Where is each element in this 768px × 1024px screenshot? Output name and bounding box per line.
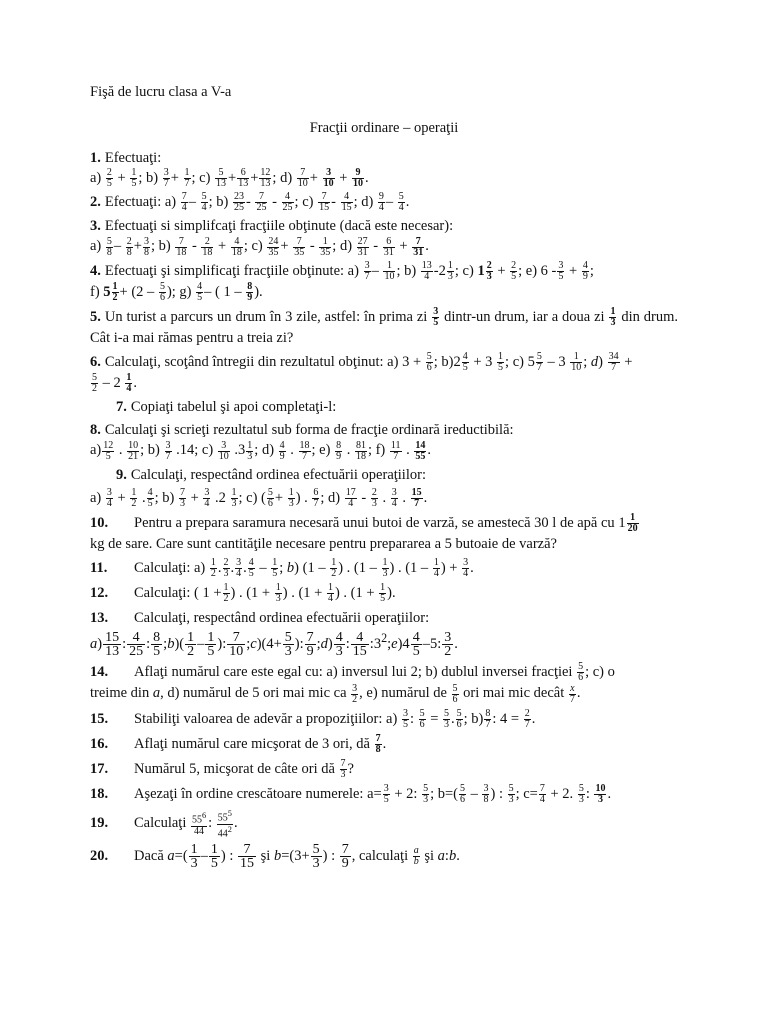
exercise-11: 11. Calculaţi: a) $\frac{1}{2}$ . $\frac{2}{3}$ . $\frac{3}{4}$ . $\frac{4}{5}$ – $\frac{1}{5}$ ; b) (1 – $\frac{1}{2}$ ) . (1 – $\frac{1}{3}$ ) . (1 – $\frac{1}{4}$ ) + $\frac{3}{4}$ . <box>90 557 474 580</box>
exercise-13: 13. Calculaţi, respectând ordinea efectuării operaţiilor: a) $\frac{15}{13}$ : $\frac{4}{25}$ : $\frac{8}{5}$ ;b)( $\frac{1}{2}$ – $\frac{1}{5}$ ): $\frac{7}{10}$ ;c)(4+ $\frac{5}{3}$ ): $\frac{7}{9}$ ;d) $\frac{4}{3}$ : $\frac{4}{15}$ $:3^2;e)4$ $\frac{4}{5}$ –5: $\frac{3}{2}$ . <box>90 610 458 660</box>
exercise-18: 18. Aşezaţi în ordine crescătoare numerele: a= $\frac{3}{5}$ + 2: $\frac{5}{3}$ ; b=( $\frac{5}{6}$ – $\frac{3}{8}$ ) : $\frac{5}{3}$ ; c= $\frac{7}{4}$ + 2. $\frac{5}{3}$ : $\frac{10}{3}$ . <box>90 783 612 806</box>
exercise-6: 6. Calculaţi, scoţând întregii din rezultatul obţinut: a) 3 + $\frac{5}{6}$ ; b)2 $\frac{4}{5}$ + 3 $\frac{1}{5}$ ; c) 5 $\frac{5}{7}$ – 3 $\frac{1}{10}$ ; d) $\frac{34}{7}$ + $\frac{5}{2}$ – 2 $\frac{1}{4}$ . <box>90 351 633 395</box>
exercise-9-items: a) $\frac{3}{4}$ + $\frac{1}{2}$ . $\frac{4}{5}$ ; b) $\frac{7}{3}$ + $\frac{3}{4}$ .2 $\frac{1}{3}$ ; c) ( $\frac{5}{6}$ + $\frac{1}{3}$ ) . $\frac{6}{7}$ ; d) $\frac{17}{4}$ - $\frac{2}{3}$ . $\frac{3}{4}$ . $\frac{15}{7}$ . <box>90 486 428 509</box>
exercise-4: 4. Efectuaţi şi simplificaţi fracţiile obţinute: a) $\frac{3}{7}$ – $\frac{1}{10}$ ; b) $\frac{13}{4}$ -2 $\frac{1}{3}$ ; c) 1 $\frac{2}{3}$ + $\frac{2}{5}$ ; e) 6 - $\frac{3}{5}$ + $\frac{4}{9}$ ; f) 5 $\frac{1}{2}$ + (2 – $\frac{5}{6}$ ); g) $\frac{4}{5}$ – ( 1 – $\frac{8}{9}$ ). <box>90 259 594 303</box>
exercise-12: 12. Calculaţi: ( 1 + $\frac{1}{2}$ ) . (1 + $\frac{1}{3}$ ) . (1 + $\frac{1}{4}$ ) . (1 + $\frac{1}{5}$ ). <box>90 582 396 605</box>
exercise-3: 3. Efectuaţi si simplifcaţi fracţiile obţinute (dacă este necesar): a) $\frac{5}{8}$ – $\frac{2}{8}$ + $\frac{3}{8}$ ; b) $\frac{7}{18}$ - $\frac{2}{18}$ + $\frac{4}{18}$ ; c) $\frac{24}{35}$ + $\frac{7}{35}$ - $\frac{1}{35}$ ; d) $\frac{27}{31}$ - $\frac{6}{31}$ + $\frac{7}{31}$ . <box>90 218 454 258</box>
exercise-9: 9. Calculaţi, respectând ordinea efectuării operaţiilor: <box>116 466 426 483</box>
worksheet-title: Fracţii ordinare – operaţii <box>309 120 459 136</box>
exercise-15: 15. Stabiliţi valoarea de adevăr a propoziţiilor: a) $\frac{3}{5}$ : $\frac{5}{6}$ = $\frac{5}{3}$ . $\frac{5}{6}$ ; b) $\frac{8}{7}$ : 4 = $\frac{2}{7}$ . <box>90 707 536 730</box>
exercise-list <box>90 148 678 873</box>
exercise-1: 1. Efectuaţi: a) $\frac{2}{5}$ + $\frac{1}{5}$ ; b) $\frac{3}{7}$ + $\frac{1}{7}$ ; c) $\frac{5}{13}$ + $\frac{6}{13}$ + $\frac{12}{13}$ ; d) $\frac{7}{10}$ + $\frac{3}{10}$ + $\frac{9}{10}$ . <box>90 150 369 190</box>
exercise-2: 2. Efectuaţi: a) $\frac{7}{4}$ – $\frac{5}{4}$ ; b) $\frac{23}{25}$ - $\frac{7}{25}$ - $\frac{4}{25}$ ; c) $\frac{7}{15}$ - $\frac{4}{15}$ ; d) $\frac{9}{4}$ – $\frac{5}{4}$ . <box>90 191 410 214</box>
exercise-7: 7. Copiaţi tabelul şi apoi completaţi-l: <box>116 399 337 416</box>
exercise-14: 14. Aflaţi numărul care este egal cu: a) inversul lui 2; b) dublul inversei fracţiei $\frac{5}{6}$ ; c) o treime din a, d) numărul de 5 ori mai mic ca $\frac{3}{2}$ , e) numărul de $\frac{5}{6}$ ori mai mic decât $\frac{x}{7}$ . <box>90 661 615 705</box>
exercise-16: 16. Aflaţi numărul care micşorat de 3 ori, dă $\frac{7}{8}$ . <box>90 732 387 755</box>
worksheet-header: Fişă de lucru clasa a V-a <box>90 84 232 100</box>
exercise-8: 8. Calculaţi şi scrieţi rezultatul sub forma de fracţie ordinară ireductibilă: a) $\frac{12}{5}$ . $\frac{10}{21}$ ; b) $\frac{3}{7}$ .14; c) $\frac{3}{10}$ .3 $\frac{1}{3}$ ; d) $\frac{4}{9}$ . $\frac{18}{7}$ ; e) $\frac{8}{9}$ . $\frac{81}{18}$ ; f) $\frac{11}{7}$ . $\frac{14}{55}$ . <box>90 422 514 462</box>
exercise-5: 5. Un turist a parcurs un drum în 3 zile, astfel: în prima zi $\frac{3}{5}$ dintr-un drum, iar a doua zi $\frac{1}{3}$ din drum. Cât i-a mai rămas pentru a treia zi? <box>90 306 679 347</box>
exercise-19: 19. Calculaţi $\frac{55^6}{44}$ : $\frac{55^5}{44^2}$ . <box>90 809 238 839</box>
exercise-20: 20. Dacă a=( $\frac{1}{3}$ – $\frac{1}{5}$ ) : $\frac{7}{15}$ şi b=(3+ $\frac{5}{3}$ ) : $\frac{7}{9}$ , calculaţi $\frac{a}{b}$ şi a:b. <box>90 841 460 871</box>
exercise-17: 17. Numărul 5, micşorat de câte ori dă $\frac{7}{3}$ ? <box>90 758 354 781</box>
exercise-10: 10. Pentru a prepara saramura necesară unui butoi de varză, se amestecă 30 l de apă cu 1 $\frac{1}{20}$ kg de sare. Care sunt cantităţile necesare pentru prepararea a 5 butoaie de varză? <box>90 511 638 552</box>
